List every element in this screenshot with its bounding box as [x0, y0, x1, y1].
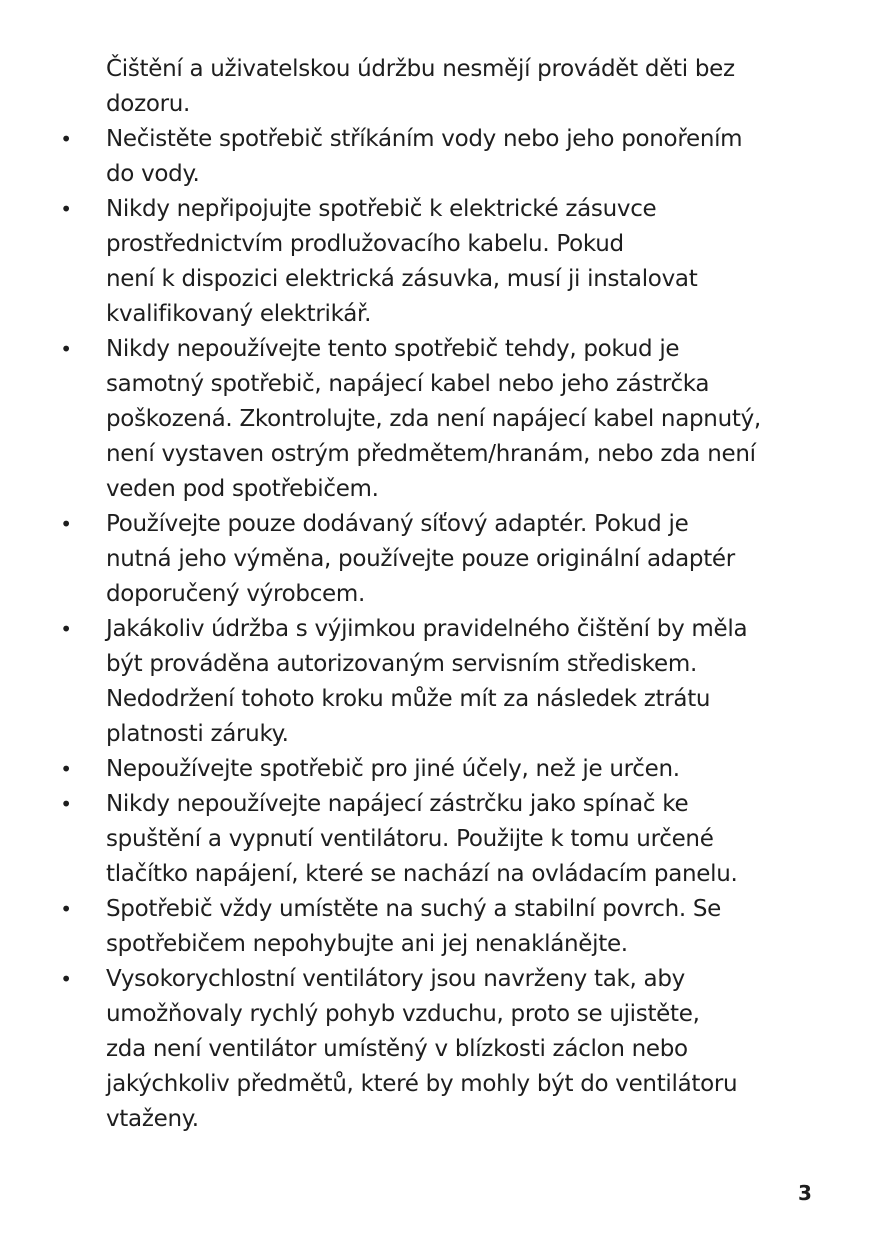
item-text-line: nutná jeho výměna, používejte pouze originální adaptér — [106, 546, 735, 572]
item-text-line: vtaženy. — [106, 1106, 199, 1132]
list-item — [58, 752, 828, 787]
item-text-line: spotřebičem nepohybujte ani jej nenaklánějte. — [106, 931, 628, 957]
item-text-line: Nedodržení tohoto kroku může mít za následek ztrátu — [106, 686, 711, 712]
item-text-line: Čištění a uživatelskou údržbu nesmějí provádět děti bez — [106, 56, 735, 82]
item-text-line: prostřednictvím prodlužovacího kabelu. Pokud — [106, 231, 624, 257]
item-text-line: do vody. — [106, 161, 200, 187]
list-item — [58, 507, 828, 612]
bullet: • — [60, 512, 72, 536]
bullet: • — [60, 617, 72, 641]
item-text-line: doporučený výrobcem. — [106, 581, 366, 607]
item-text-line: není vystaven ostrým předmětem/hranám, nebo zda není — [106, 441, 756, 467]
item-text-line: platnosti záruky. — [106, 721, 289, 747]
bullet: • — [60, 967, 72, 991]
item-text-line: umožňovaly rychlý pohyb vzduchu, proto se ujistěte, — [106, 1001, 700, 1027]
bullet: • — [60, 792, 72, 816]
item-text-line: samotný spotřebič, napájecí kabel nebo jeho zástrčka — [106, 371, 710, 397]
item-text-line: Nikdy nepřipojujte spotřebič k elektrické zásuvce — [106, 196, 657, 222]
item-text-line: být prováděna autorizovaným servisním střediskem. — [106, 651, 697, 677]
item-text-line: Nepoužívejte spotřebič pro jiné účely, než je určen. — [106, 756, 680, 782]
item-text-line: kvalifikovaný elektrikář. — [106, 301, 372, 327]
item-text-line: zda není ventilátor umístěný v blízkosti záclon nebo — [106, 1036, 688, 1062]
item-text-line: spuštění a vypnutí ventilátoru. Použijte k tomu určené — [106, 826, 714, 852]
item-text-line: jakýchkoliv předmětů, které by mohly být do ventilátoru — [106, 1071, 738, 1097]
page-number: 3 — [798, 1181, 812, 1205]
item-text-line: dozoru. — [106, 91, 191, 117]
item-text-line: Jakákoliv údržba s výjimkou pravidelného čištění by měla — [106, 616, 748, 642]
item-text-line: Nikdy nepoužívejte tento spotřebič tehdy, pokud je — [106, 336, 680, 362]
item-text-line: tlačítko napájení, které se nachází na ovládacím panelu. — [106, 861, 738, 887]
bullet: • — [60, 337, 72, 361]
instruction-list — [58, 52, 828, 1137]
item-text-line: není k dispozici elektrická zásuvka, musí ji instalovat — [106, 266, 698, 292]
list-item — [58, 612, 828, 752]
bullet: • — [60, 197, 72, 221]
list-item — [58, 787, 828, 892]
bullet: • — [60, 757, 72, 781]
bullet: • — [60, 897, 72, 921]
list-item — [58, 52, 828, 122]
item-text-line: poškozená. Zkontrolujte, zda není napájecí kabel napnutý, — [106, 406, 761, 432]
item-text-line: Nečistěte spotřebič stříkáním vody nebo jeho ponořením — [106, 126, 743, 152]
list-item — [58, 892, 828, 962]
item-text-line: Spotřebič vždy umístěte na suchý a stabilní povrch. Se — [106, 896, 722, 922]
item-text-line: Vysokorychlostní ventilátory jsou navrženy tak, aby — [106, 966, 685, 992]
list-item — [58, 192, 828, 332]
item-text-line: veden pod spotřebičem. — [106, 476, 379, 502]
bullet: • — [60, 127, 72, 151]
list-item — [58, 962, 828, 1137]
list-item — [58, 122, 828, 192]
item-text-line: Nikdy nepoužívejte napájecí zástrčku jako spínač ke — [106, 791, 689, 817]
list-item — [58, 332, 828, 507]
item-text-line: Používejte pouze dodávaný síťový adaptér. Pokud je — [106, 511, 689, 537]
